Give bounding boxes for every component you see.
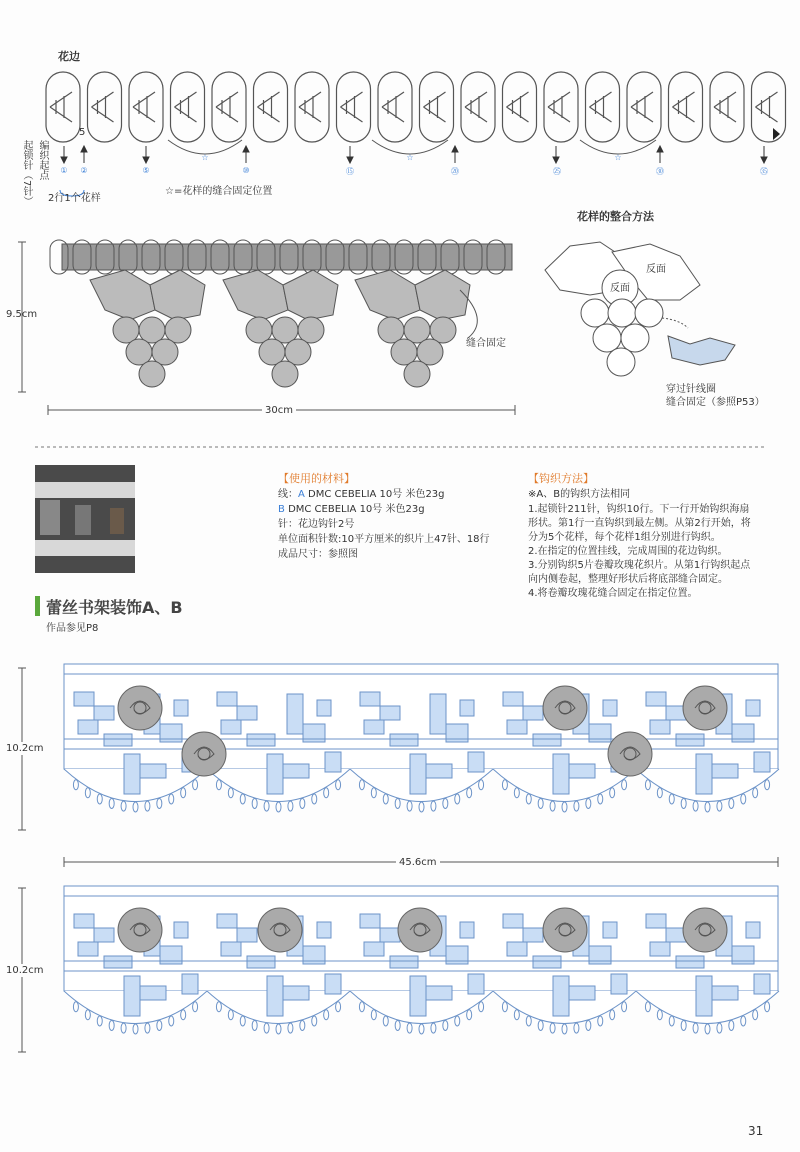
row-marker: ② — [80, 166, 88, 175]
materials-line-a — [278, 488, 445, 501]
density-line: 单位面积针数:10平方厘米的织片上47针、18行 — [278, 534, 490, 545]
row-marker: ⑩ — [242, 166, 250, 175]
shelf-ref: 作品参见P8 — [46, 623, 99, 634]
method-step: 1.起锁针211针，钩织10行。下一行开始钩织海扇 — [528, 504, 750, 515]
section-accent-bar — [35, 596, 40, 616]
chain-label: 起锁针（7针） — [21, 140, 32, 207]
method-step: 4.将卷瓣玫瑰花缝合固定在指定位置。 — [528, 588, 698, 599]
page-number: 31 — [748, 1124, 764, 1138]
grape-width-label: 30cm — [262, 404, 296, 417]
grape-height-label: 9.5cm — [6, 309, 38, 320]
method-step: 形状。第1行一直钩织到最左侧。从第2行开始，将 — [528, 518, 751, 529]
star-note: ☆=花样的缝合固定位置 — [165, 186, 273, 197]
shelf-b-height: 10.2cm — [6, 965, 44, 976]
thread-prefix: 线： — [278, 489, 298, 500]
method-note: ※A、B的钩织方法相同 — [528, 489, 631, 500]
assembly-note: 穿过针线圈 缝合固定（参照P53） — [666, 384, 765, 408]
shelf-width: 45.6cm — [396, 856, 440, 869]
star-icon: ☆ — [406, 153, 414, 162]
inner-count-number: 5 — [79, 127, 86, 138]
repeat-label: 2行1个花样 — [48, 193, 101, 204]
materials-line-b — [278, 503, 425, 516]
assembly-title: 花样的整合方法 — [577, 210, 654, 223]
row-marker: ① — [60, 166, 68, 175]
row-marker: ⑤ — [142, 166, 150, 175]
method-step: 3.分别钩织5片卷瓣玫瑰花织片。从第1行钩织起点 — [528, 560, 751, 571]
method-step: 分为5个花样，每个花样1组分别进行钩织。 — [528, 532, 721, 543]
flower-edge-title: 花边 — [58, 50, 80, 63]
shelf-title: 蕾丝书架装饰A、B — [46, 598, 183, 617]
size-line: 成品尺寸：参照图 — [278, 549, 358, 560]
assembly-back-label: 反面 — [610, 283, 630, 294]
row-marker: ㉕ — [553, 167, 561, 176]
sew-label: 缝合固定 — [466, 338, 506, 349]
method-title: 【钩织方法】 — [528, 472, 594, 485]
start-label: 编织起点 — [37, 140, 48, 180]
needle-line: 针：花边钩针2号 — [278, 519, 355, 530]
row-marker: ㉟ — [760, 167, 768, 176]
assembly-back-label: 反面 — [646, 264, 666, 275]
materials-title: 【使用的材料】 — [278, 472, 355, 485]
thread-a-text: DMC CEBELIA 10号 米色23g — [308, 489, 445, 500]
variant-a: A — [298, 489, 305, 500]
row-marker: ⑳ — [451, 167, 459, 176]
star-icon: ☆ — [201, 153, 209, 162]
method-step: 2.在指定的位置挂线，完成周围的花边钩织。 — [528, 546, 728, 557]
star-icon: ☆ — [614, 153, 622, 162]
thread-b-text: DMC CEBELIA 10号 米色23g — [288, 504, 425, 515]
method-step: 向内侧卷起，整理好形状后将底部缝合固定。 — [528, 574, 728, 585]
row-marker: ㉚ — [656, 167, 664, 176]
variant-b: B — [278, 504, 285, 515]
row-marker: ⑮ — [346, 167, 354, 176]
shelf-a-height: 10.2cm — [6, 743, 44, 754]
